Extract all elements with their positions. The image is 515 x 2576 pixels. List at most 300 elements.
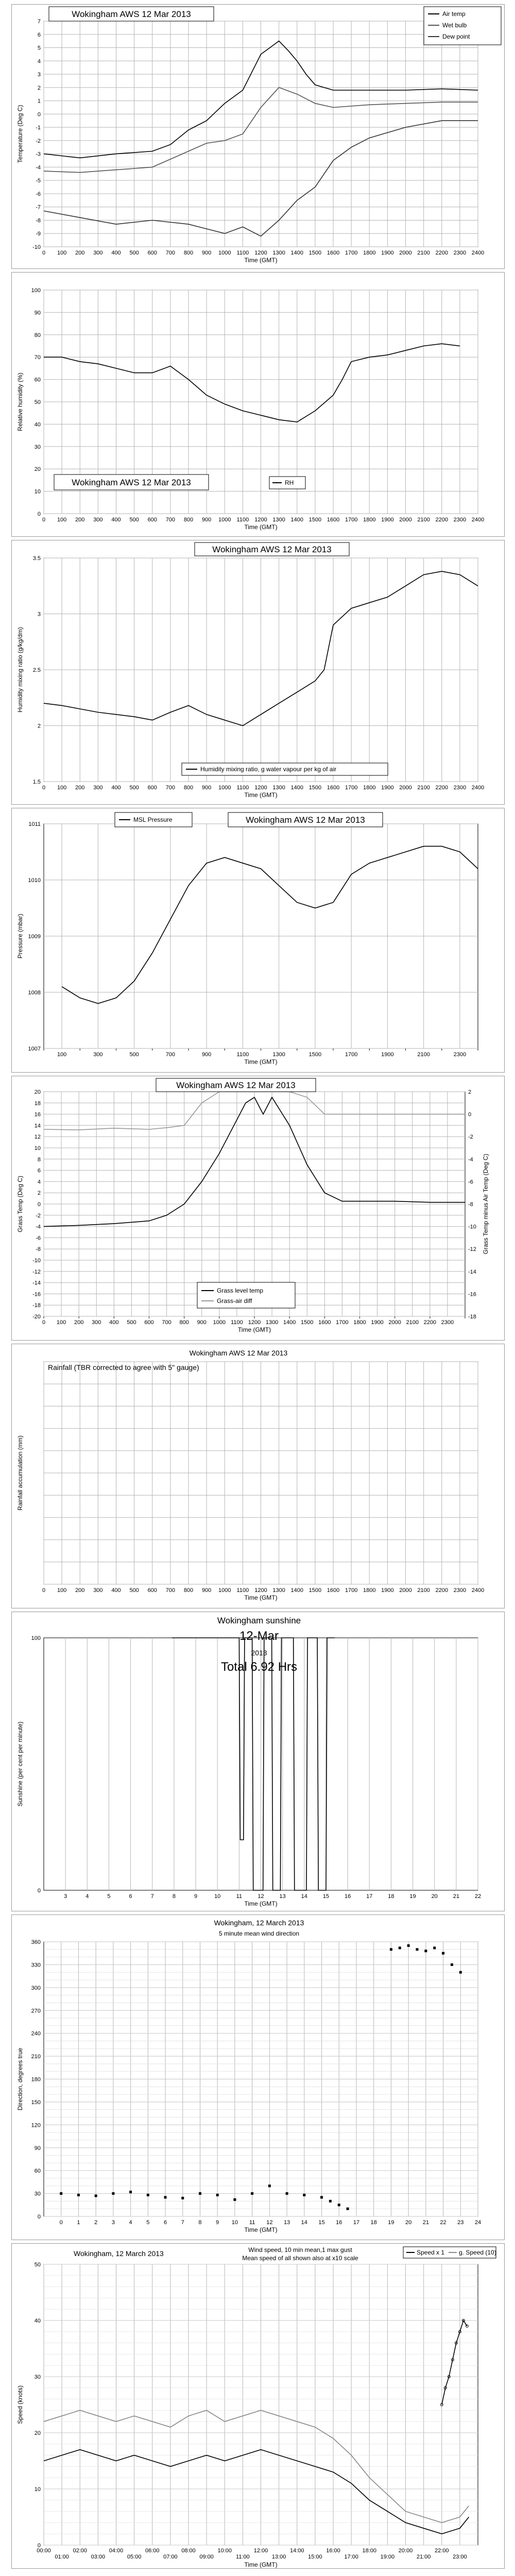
- x-tick-label: 22:00: [434, 2548, 449, 2554]
- y-axis-label: Pressure (mbar): [16, 913, 24, 959]
- x-tick-label: 1500: [308, 250, 322, 256]
- y-tick-label: 7: [37, 19, 41, 25]
- data-point: [251, 2192, 253, 2195]
- x-tick-label: 200: [75, 785, 85, 791]
- x-tick-label: 800: [183, 785, 194, 791]
- y-tick-label: -8: [36, 217, 41, 224]
- x-tick-label: 100: [57, 785, 67, 791]
- x-tick-label: 200: [75, 1587, 85, 1594]
- x-tick-label: 400: [111, 1587, 121, 1594]
- x-tick-label: 1500: [301, 1319, 314, 1326]
- x-tick-label: 2100: [417, 1587, 430, 1594]
- x-tick-label: 12: [258, 1893, 264, 1900]
- x-tick-label: 1100: [236, 785, 249, 791]
- x-tick-label: 1700: [345, 785, 358, 791]
- x-tick-label: 2000: [399, 1587, 412, 1594]
- x-tick-label: 15: [318, 2219, 325, 2226]
- x-tick-label: 0: [59, 2219, 63, 2226]
- y-tick-label: 10: [34, 1145, 41, 1151]
- mixing-ratio-chart: [12, 540, 504, 804]
- y-tick-label: 8: [37, 1156, 41, 1163]
- x-tick-label: 2: [94, 2219, 98, 2226]
- data-point: [164, 2196, 167, 2198]
- y-tick-label: 120: [31, 2122, 41, 2129]
- y-tick-label: 40: [34, 2318, 41, 2324]
- x-tick-label: 1400: [290, 1587, 303, 1594]
- data-point: [329, 2200, 332, 2202]
- x-tick-label: 900: [201, 785, 212, 791]
- y-tick-label: 60: [34, 377, 41, 383]
- x-tick-label: 1300: [272, 1587, 285, 1594]
- x-axis-label: Time (GMT): [244, 523, 278, 531]
- x-tick-label: 11:00: [236, 2554, 250, 2560]
- y-tick-label: 150: [31, 2099, 41, 2106]
- chart-title: Wokingham AWS 12 Mar 2013: [72, 478, 191, 487]
- x-axis-label: Time (GMT): [237, 1326, 271, 1333]
- x-tick-label: 2000: [399, 785, 412, 791]
- y-tick-label: 80: [34, 332, 41, 338]
- x-tick-label: 1500: [308, 785, 322, 791]
- x-tick-label: 1: [77, 2219, 80, 2226]
- x-tick-label: 2300: [441, 1319, 454, 1326]
- x-tick-label: 10: [214, 1893, 221, 1900]
- x-tick-label: 2300: [453, 250, 467, 256]
- x-tick-label: 7: [181, 2219, 184, 2226]
- x-tick-label: 19:00: [380, 2554, 395, 2560]
- wind-speed-chart: [12, 2244, 504, 2568]
- x-tick-label: 4: [85, 1893, 89, 1900]
- chart-title: Wokingham AWS 12 Mar 2013: [189, 1349, 288, 1357]
- y-axis-label: Grass Temp (Deg C): [16, 1176, 24, 1232]
- y-tick-label: 1010: [28, 877, 41, 884]
- x-tick-label: 10:00: [217, 2548, 232, 2554]
- x-tick-label: 12: [266, 2219, 273, 2226]
- data-point: [77, 2194, 80, 2196]
- x-tick-label: 9: [216, 2219, 219, 2226]
- x-tick-label: 2100: [417, 250, 430, 256]
- x-axis-label: Time (GMT): [244, 791, 278, 799]
- y-tick-label: 30: [34, 444, 41, 450]
- x-tick-label: 1800: [353, 1319, 366, 1326]
- y-tick-label: 6: [37, 1167, 41, 1174]
- x-tick-label: 08:00: [181, 2548, 196, 2554]
- chart-date: 12-Mar: [239, 1629, 279, 1643]
- legend-entry: Grass-air diff: [217, 1297, 252, 1304]
- data-point: [399, 1946, 401, 1949]
- x-tick-label: 2000: [399, 250, 412, 256]
- y-tick-label: 2: [37, 723, 41, 730]
- x-tick-label: 13: [279, 1893, 286, 1900]
- x-tick-label: 1800: [363, 517, 376, 523]
- x-tick-label: 16:00: [326, 2548, 340, 2554]
- y-tick-label: 90: [34, 2145, 41, 2151]
- x-tick-label: 2200: [435, 517, 448, 523]
- x-tick-label: 1300: [272, 517, 285, 523]
- x-tick-label: 800: [183, 250, 194, 256]
- y-tick-label: 90: [34, 310, 41, 316]
- x-tick-label: 1000: [218, 1587, 231, 1594]
- data-point: [451, 1963, 453, 1966]
- y-tick-label: 1008: [28, 990, 41, 996]
- y2-tick-label: -16: [468, 1291, 476, 1298]
- x-tick-label: 100: [56, 1319, 66, 1326]
- y-tick-label: 1: [37, 98, 41, 105]
- x-tick-label: 2300: [453, 1587, 467, 1594]
- chart-subtitle: 5 minute mean wind direction: [218, 1930, 300, 1937]
- x-tick-label: 1400: [290, 250, 303, 256]
- x-tick-label: 1200: [248, 1319, 261, 1326]
- x-tick-label: 1600: [327, 517, 340, 523]
- x-tick-label: 16: [336, 2219, 342, 2226]
- x-tick-label: 19: [409, 1893, 416, 1900]
- x-tick-label: 1700: [345, 1587, 358, 1594]
- y-tick-label: -2: [36, 138, 41, 144]
- x-tick-label: 1100: [236, 517, 249, 523]
- humidity-chart: [12, 273, 504, 536]
- chart-title: Wokingham AWS 12 Mar 2013: [246, 815, 365, 825]
- x-tick-label: 17: [353, 2219, 360, 2226]
- data-point: [147, 2194, 149, 2196]
- x-tick-label: 2200: [435, 1587, 448, 1594]
- x-tick-label: 18:00: [362, 2548, 377, 2554]
- x-tick-label: 1300: [272, 250, 285, 256]
- y-tick-label: 3: [37, 72, 41, 78]
- x-tick-label: 11: [236, 1893, 243, 1900]
- x-tick-label: 1600: [327, 1587, 340, 1594]
- x-tick-label: 2400: [471, 250, 485, 256]
- data-point: [129, 2191, 132, 2193]
- x-tick-label: 1200: [254, 785, 267, 791]
- x-tick-label: 100: [57, 1052, 67, 1058]
- legend-entry: RH: [285, 479, 294, 486]
- y-tick-label: 2: [37, 1190, 41, 1197]
- x-tick-label: 1000: [213, 1319, 226, 1326]
- y2-tick-label: 2: [468, 1089, 472, 1095]
- x-tick-label: 500: [129, 1052, 139, 1058]
- chart-title: Wokingham AWS 12 Mar 2013: [212, 545, 332, 554]
- x-tick-label: 600: [144, 1319, 154, 1326]
- chart-title: Wokingham, 12 March 2013: [214, 1919, 304, 1927]
- x-tick-label: 1700: [336, 1319, 349, 1326]
- x-tick-label: 8: [172, 1893, 176, 1900]
- x-tick-label: 700: [162, 1319, 171, 1326]
- y-tick-label: -20: [32, 1314, 41, 1320]
- x-tick-label: 1100: [236, 250, 249, 256]
- legend-entry: g. Speed (10): [459, 2249, 496, 2256]
- x-tick-label: 900: [197, 1319, 207, 1326]
- y-tick-label: 10: [34, 2486, 41, 2493]
- x-tick-label: 22: [440, 2219, 447, 2226]
- x-tick-label: 100: [57, 1587, 67, 1594]
- x-axis-label: Time (GMT): [244, 1900, 278, 1907]
- x-tick-label: 300: [93, 517, 103, 523]
- x-tick-label: 13: [283, 2219, 290, 2226]
- y-tick-label: 1009: [28, 934, 41, 940]
- chart-subtitle: Rainfall (TBR corrected to agree with 5" gauge): [48, 1363, 199, 1371]
- x-tick-label: 05:00: [127, 2554, 142, 2560]
- data-point: [347, 2208, 349, 2210]
- temperature-panel: [11, 4, 505, 269]
- y-tick-label: 5: [37, 45, 41, 52]
- x-tick-label: 1900: [381, 1052, 394, 1058]
- x-tick-label: 1500: [308, 517, 322, 523]
- x-tick-label: 1400: [290, 517, 303, 523]
- x-tick-label: 500: [129, 1587, 139, 1594]
- humidity-panel: [11, 272, 505, 537]
- x-tick-label: 400: [111, 517, 121, 523]
- y-tick-label: 0: [37, 1888, 41, 1894]
- x-tick-label: 100: [57, 250, 67, 256]
- x-tick-label: 1700: [345, 1052, 358, 1058]
- y-tick-label: -12: [32, 1268, 41, 1275]
- data-point: [459, 1971, 462, 1974]
- x-tick-label: 12:00: [253, 2548, 268, 2554]
- y-axis-label: Direction, degrees true: [16, 2047, 24, 2111]
- x-tick-label: 600: [147, 250, 157, 256]
- y-tick-label: 3.5: [32, 555, 41, 562]
- x-tick-label: 1600: [318, 1319, 331, 1326]
- wind-speed-panel: [11, 2243, 505, 2569]
- x-tick-label: 1900: [381, 250, 394, 256]
- x-tick-label: 2300: [453, 785, 467, 791]
- x-tick-label: 14: [301, 1893, 307, 1900]
- x-tick-label: 700: [165, 785, 176, 791]
- x-tick-label: 1400: [283, 1319, 296, 1326]
- legend-entry: Speed x 1: [417, 2249, 445, 2256]
- x-tick-label: 20: [431, 1893, 438, 1900]
- legend-entry: MSL Pressure: [133, 816, 173, 823]
- x-tick-label: 400: [109, 1319, 119, 1326]
- x-tick-label: 00:00: [37, 2548, 51, 2554]
- y-tick-label: -18: [32, 1302, 41, 1309]
- x-tick-label: 2400: [471, 517, 485, 523]
- x-tick-label: 1900: [381, 517, 394, 523]
- x-tick-label: 900: [201, 250, 212, 256]
- data-point: [416, 1948, 418, 1951]
- x-tick-label: 0: [42, 1319, 46, 1326]
- x-tick-label: 24: [474, 2219, 482, 2226]
- data-point: [407, 1944, 410, 1947]
- x-tick-label: 2200: [435, 250, 448, 256]
- y-tick-label: 20: [34, 466, 41, 473]
- y-tick-label: -6: [36, 1235, 41, 1242]
- x-tick-label: 18: [370, 2219, 377, 2226]
- x-tick-label: 17: [366, 1893, 373, 1900]
- data-point: [442, 1952, 444, 1955]
- x-tick-label: 400: [111, 785, 121, 791]
- x-tick-label: 1800: [363, 250, 376, 256]
- y-tick-label: 0: [37, 111, 41, 118]
- x-tick-label: 14:00: [289, 2548, 304, 2554]
- y-tick-label: 50: [34, 2262, 41, 2268]
- y-tick-label: 1011: [28, 821, 41, 827]
- x-tick-label: 03:00: [91, 2554, 106, 2560]
- x-tick-label: 900: [201, 1587, 212, 1594]
- y-tick-label: -14: [32, 1280, 41, 1286]
- x-tick-label: 20:00: [398, 2548, 413, 2554]
- y-tick-label: 330: [31, 1962, 41, 1969]
- chart-title: Wokingham, 12 March 2013: [74, 2249, 164, 2258]
- y-tick-label: 6: [37, 31, 41, 38]
- y-tick-label: 16: [34, 1111, 41, 1118]
- x-tick-label: 9: [194, 1893, 198, 1900]
- x-tick-label: 500: [129, 517, 139, 523]
- x-tick-label: 300: [93, 250, 103, 256]
- y-tick-label: -10: [32, 1258, 41, 1264]
- x-tick-label: 3: [64, 1893, 67, 1900]
- data-point: [199, 2192, 201, 2195]
- y-tick-label: -4: [36, 1224, 41, 1230]
- x-tick-label: 22: [474, 1893, 482, 1900]
- x-tick-label: 1300: [265, 1319, 279, 1326]
- x-tick-label: 1500: [308, 1587, 322, 1594]
- chart-subtitle: Mean speed of all shown also at x10 scale: [242, 2255, 358, 2262]
- pressure-chart: [12, 808, 504, 1072]
- y-tick-label: 240: [31, 2030, 41, 2037]
- sunshine-panel: [11, 1612, 505, 1911]
- y-tick-label: 10: [34, 488, 41, 495]
- x-tick-label: 800: [183, 517, 194, 523]
- x-tick-label: 1100: [231, 1319, 243, 1326]
- y2-tick-label: -10: [468, 1224, 476, 1230]
- x-tick-label: 1700: [345, 250, 358, 256]
- wind-direction-panel: [11, 1914, 505, 2240]
- y-tick-label: 270: [31, 2008, 41, 2014]
- y-tick-label: 50: [34, 399, 41, 405]
- x-tick-label: 17:00: [344, 2554, 358, 2560]
- data-point: [112, 2192, 114, 2195]
- x-tick-label: 1300: [272, 785, 285, 791]
- x-tick-label: 5: [107, 1893, 111, 1900]
- y-tick-label: -5: [36, 178, 41, 184]
- y-tick-label: 12: [34, 1134, 41, 1141]
- data-point: [216, 2194, 219, 2196]
- data-point: [233, 2198, 236, 2201]
- y-tick-label: 30: [34, 2374, 41, 2380]
- x-axis-label: Time (GMT): [244, 2226, 278, 2233]
- y-tick-label: 40: [34, 421, 41, 428]
- y-tick-label: -3: [36, 151, 41, 158]
- data-point: [268, 2184, 271, 2187]
- x-tick-label: 700: [165, 1587, 176, 1594]
- data-point: [320, 2196, 323, 2198]
- y-axis-label: Humidity mixing ratio (g/kg/dm): [16, 627, 24, 713]
- x-tick-label: 04:00: [109, 2548, 124, 2554]
- x-tick-label: 300: [93, 1052, 103, 1058]
- x-axis-label: Time (GMT): [244, 1594, 278, 1601]
- y-tick-label: -7: [36, 204, 41, 211]
- wind-direction-chart: [12, 1915, 504, 2240]
- x-tick-label: 600: [147, 517, 157, 523]
- y-tick-label: 1.5: [32, 779, 41, 785]
- y-tick-label: -16: [32, 1291, 41, 1298]
- y-tick-label: -1: [36, 125, 41, 131]
- x-tick-label: 1000: [218, 517, 231, 523]
- mixing-ratio-panel: [11, 540, 505, 805]
- x-tick-label: 1100: [236, 1587, 249, 1594]
- x-tick-label: 7: [150, 1893, 154, 1900]
- y-tick-label: 70: [34, 354, 41, 361]
- x-tick-label: 18: [388, 1893, 394, 1900]
- y-tick-label: 2: [37, 84, 41, 91]
- chart-total: Total 6.92 Hrs: [220, 1660, 298, 1674]
- y2-tick-label: -18: [468, 1314, 476, 1320]
- sunshine-chart: [12, 1612, 504, 1911]
- data-point: [433, 1946, 436, 1949]
- x-tick-label: 21:00: [416, 2554, 431, 2560]
- x-tick-label: 2200: [423, 1319, 437, 1326]
- x-tick-label: 500: [127, 1319, 136, 1326]
- x-tick-label: 15: [322, 1893, 330, 1900]
- y-tick-label: 1007: [28, 1046, 41, 1052]
- y-tick-label: 18: [34, 1100, 41, 1107]
- legend-entry: Dew point: [442, 33, 470, 40]
- x-tick-label: 11: [249, 2219, 255, 2226]
- x-tick-label: 900: [201, 1052, 212, 1058]
- x-tick-label: 0: [42, 1587, 46, 1594]
- x-tick-label: 07:00: [163, 2554, 178, 2560]
- x-tick-label: 2100: [417, 1052, 430, 1058]
- x-tick-label: 300: [93, 1587, 103, 1594]
- data-point: [424, 1950, 427, 1952]
- x-tick-label: 1200: [254, 517, 267, 523]
- y-tick-label: 4: [37, 1179, 41, 1185]
- y-tick-label: 100: [31, 1635, 41, 1641]
- x-tick-label: 2100: [417, 785, 430, 791]
- y-axis-label: Sunshine (per cent per minute): [16, 1721, 24, 1807]
- x-tick-label: 600: [147, 785, 157, 791]
- y-axis-label: Temperature (Deg C): [16, 105, 24, 163]
- x-tick-label: 21: [453, 1893, 459, 1900]
- x-tick-label: 4: [129, 2219, 132, 2226]
- chart-title: Wokingham AWS 12 Mar 2013: [176, 1080, 296, 1090]
- y-tick-label: 0: [37, 511, 41, 517]
- x-tick-label: 2100: [406, 1319, 419, 1326]
- x-axis-label: Time (GMT): [244, 2561, 278, 2568]
- x-tick-label: 1700: [345, 517, 358, 523]
- x-tick-label: 2000: [388, 1319, 401, 1326]
- x-tick-label: 19: [388, 2219, 394, 2226]
- x-tick-label: 21: [422, 2219, 429, 2226]
- y-tick-label: -8: [36, 1246, 41, 1253]
- x-tick-label: 3: [111, 2219, 115, 2226]
- x-tick-label: 1800: [363, 785, 376, 791]
- y-tick-label: 3: [37, 611, 41, 618]
- x-tick-label: 09:00: [199, 2554, 214, 2560]
- x-tick-label: 300: [93, 785, 103, 791]
- x-tick-label: 20: [405, 2219, 412, 2226]
- x-tick-label: 1400: [290, 785, 303, 791]
- y-axis-label: Speed (knots): [16, 2385, 24, 2424]
- y-tick-label: 60: [34, 2168, 41, 2175]
- x-tick-label: 0: [42, 517, 46, 523]
- rainfall-chart: [12, 1344, 504, 1608]
- x-tick-label: 2000: [399, 517, 412, 523]
- y2-tick-label: -14: [468, 1268, 476, 1275]
- chart-title: Wokingham AWS 12 Mar 2013: [72, 9, 191, 19]
- y-tick-label: 14: [34, 1123, 41, 1129]
- y-axis-label: Rainfall accumulation (mm): [16, 1435, 24, 1511]
- x-tick-label: 2300: [453, 1052, 467, 1058]
- x-tick-label: 23:00: [453, 2554, 467, 2560]
- y-tick-label: 360: [31, 1939, 41, 1945]
- legend-entry: Wet bulb: [442, 22, 467, 29]
- y-tick-label: 4: [37, 58, 41, 65]
- y2-tick-label: -8: [468, 1201, 473, 1208]
- y-tick-label: 100: [31, 287, 41, 294]
- x-tick-label: 900: [201, 517, 212, 523]
- y-tick-label: 0: [37, 2543, 41, 2549]
